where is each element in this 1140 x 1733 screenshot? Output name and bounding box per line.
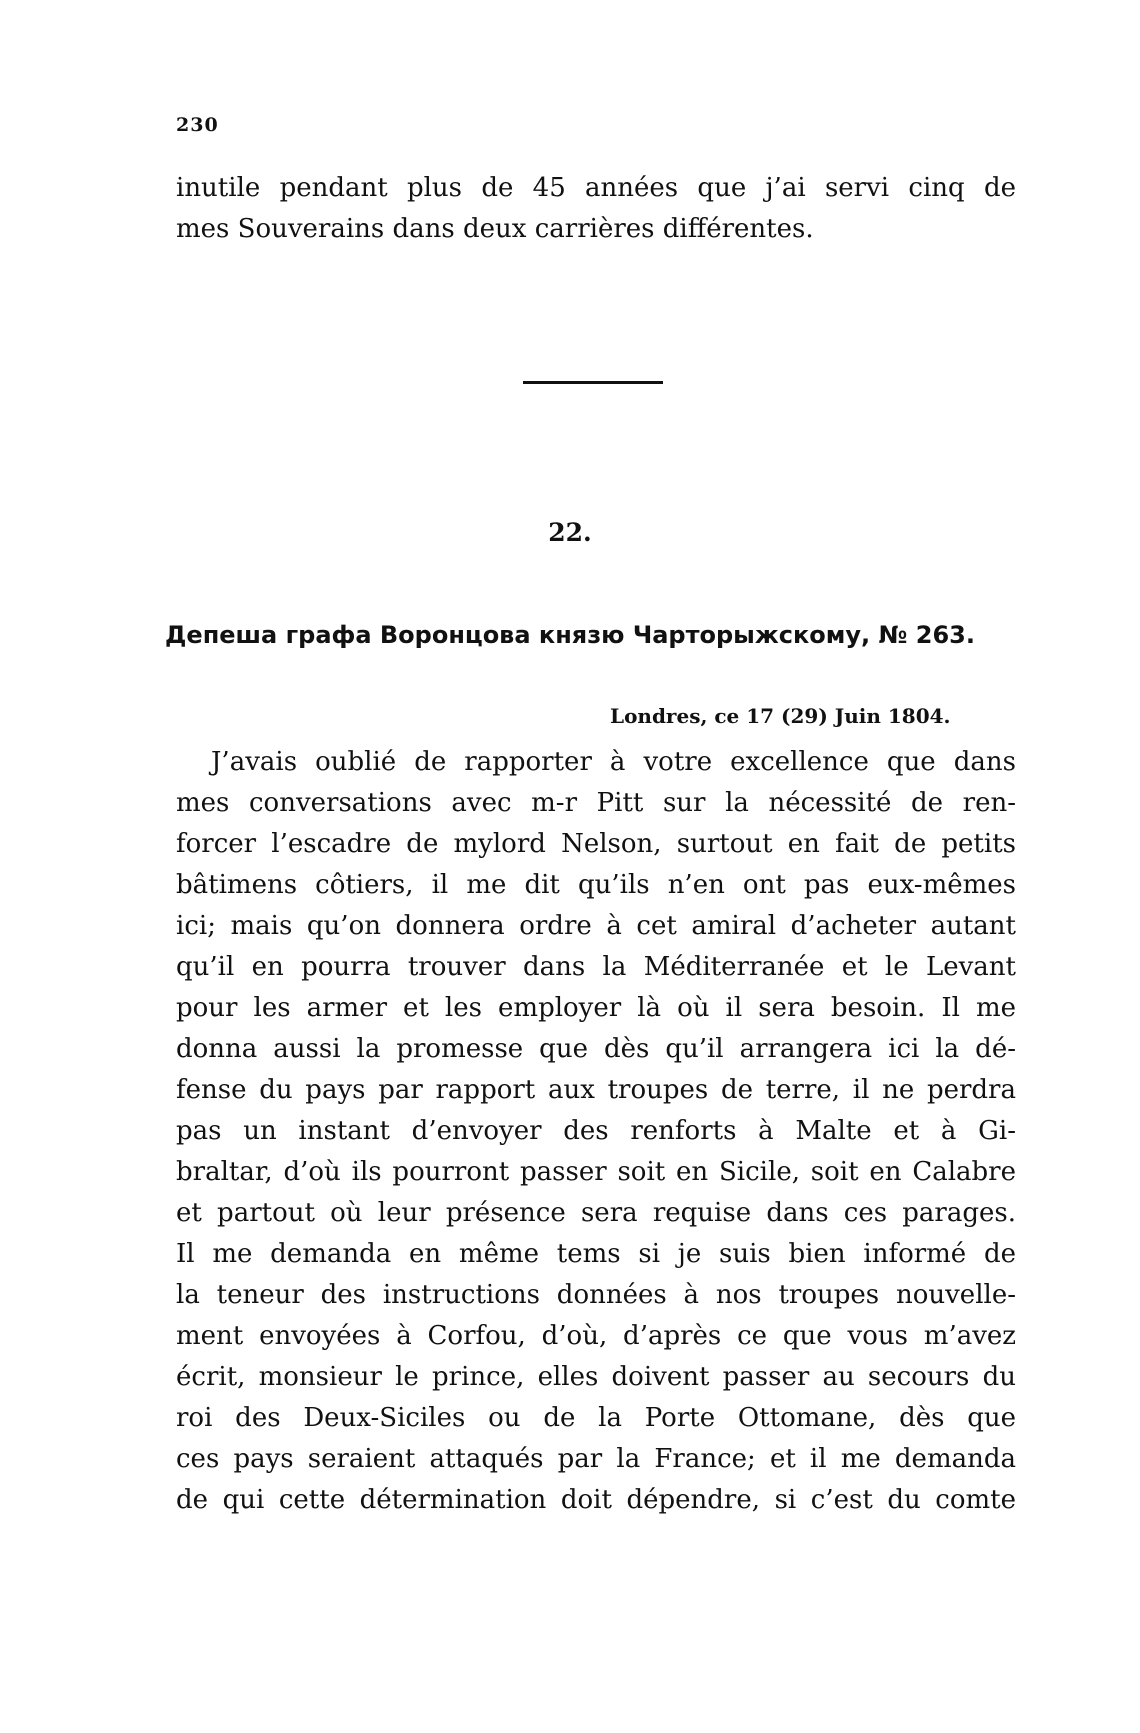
body-line: roi des Deux-Siciles ou de la Porte Ottomane, dès que	[176, 1403, 1016, 1433]
body-line: de qui cette détermination doit dépendre, si c’est du comte	[176, 1485, 1016, 1515]
body-line: forcer l’escadre de mylord Nelson, surtout en fait de petits	[176, 829, 1016, 859]
body-line: pour les armer et les employer là où il sera besoin. Il me	[176, 993, 1016, 1023]
document-heading: Депеша графа Воронцова князю Чарторыжскому, № 263.	[165, 621, 975, 649]
body-line: ces pays seraient attaqués par la France; et il me demanda	[176, 1444, 1016, 1474]
page-number: 230	[176, 114, 219, 136]
document-number: 22.	[548, 518, 592, 547]
body-line: Il me demanda en même tems si je suis bien informé de	[176, 1239, 1016, 1269]
body-line: fense du pays par rapport aux troupes de terre, il ne perdra	[176, 1075, 1016, 1105]
body-line: ment envoyées à Corfou, d’où, d’après ce que vous m’avez	[176, 1321, 1016, 1351]
section-divider	[523, 381, 663, 384]
dateline: Londres, ce 17 (29) Juin 1804.	[610, 704, 951, 728]
body-line: qu’il en pourra trouver dans la Méditerranée et le Levant	[176, 952, 1016, 982]
body-line: pas un instant d’envoyer des renforts à Malte et à Gi-	[176, 1116, 1016, 1146]
body-line: écrit, monsieur le prince, elles doivent passer au secours du	[176, 1362, 1016, 1392]
body-line: braltar, d’où ils pourront passer soit en Sicile, soit en Calabre	[176, 1157, 1016, 1187]
body-line: donna aussi la promesse que dès qu’il arrangera ici la dé-	[176, 1034, 1016, 1064]
body-line: bâtimens côtiers, il me dit qu’ils n’en ont pas eux-mêmes	[176, 870, 1016, 900]
body-line: ici; mais qu’on donnera ordre à cet amiral d’acheter autant	[176, 911, 1016, 941]
body-line: la teneur des instructions données à nos troupes nouvelle-	[176, 1280, 1016, 1310]
continuation-line: inutile pendant plus de 45 années que j’ai servi cinq de	[176, 173, 1016, 203]
continuation-line: mes Souverains dans deux carrières différentes.	[176, 214, 814, 244]
body-line: mes conversations avec m-r Pitt sur la nécessité de ren-	[176, 788, 1016, 818]
body-line: J’avais oublié de rapporter à votre excellence que dans	[211, 747, 1016, 777]
body-line: et partout où leur présence sera requise dans ces parages.	[176, 1198, 1016, 1228]
